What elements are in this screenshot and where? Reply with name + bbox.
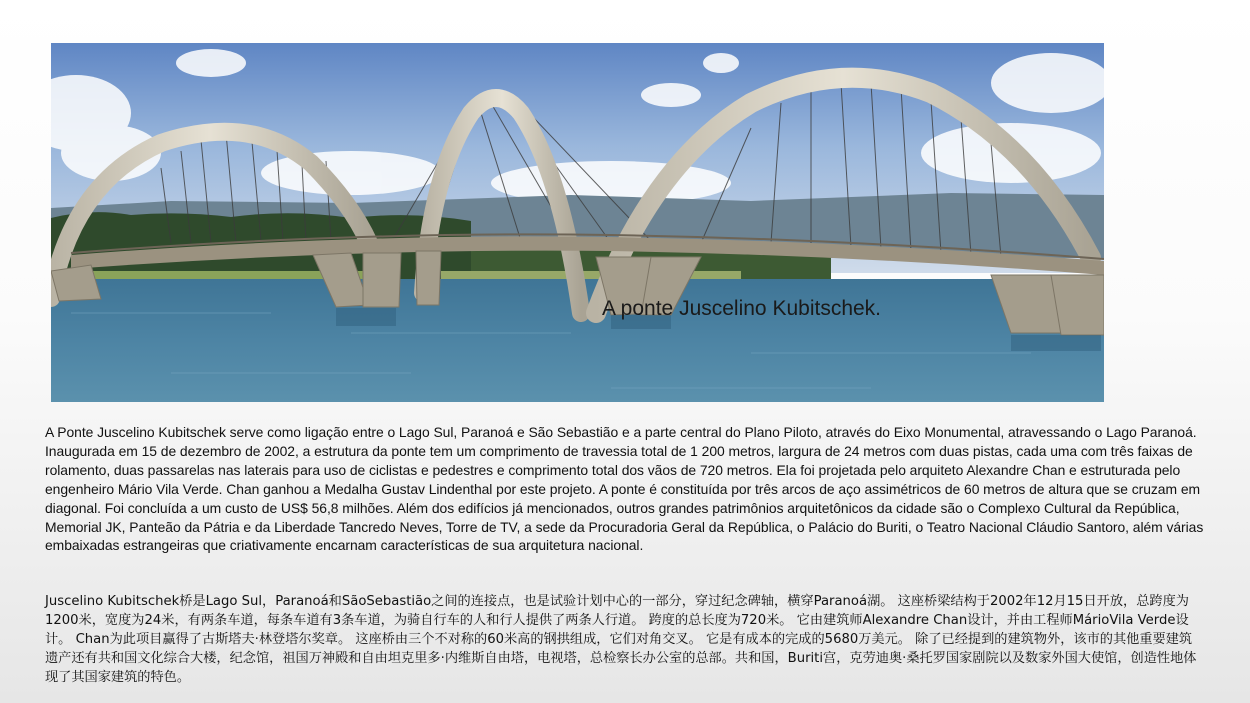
photo-caption: A ponte Juscelino Kubitschek. [602, 297, 882, 320]
bridge-illustration [51, 43, 1104, 402]
description-paragraph-chinese: Juscelino Kubitschek桥是Lago Sul，Paranoá和SãoSebastião之间的连接点，也是试验计划中心的一部分，穿过纪念碑轴，横穿Paranoá湖。 这座桥梁结构于2002年12月15日开放，总跨度为1200米，宽度为24米，有两条车道，每条车道有3条车道，为骑自行车的人和行人提供了两条人行道。 跨度的总长度为720米。 它由建筑师Alexandre Chan设计，并由工程师MárioVila Verde设计。 Chan为此项目赢得了古斯塔夫·林登塔尔奖章。 这座桥由三个不对称的60米高的钢拱组成，它们对角交叉。 它是有成本的完成的5680万美元。 除了已经提到的建筑物外，该市的其他重要建筑遗产还有共和国文化综合大楼，纪念馆，祖国万神殿和自由坦克里多·内维斯自由塔，电视塔，总检察长办公室的总部。共和国，Buriti宫，克劳迪奥·桑托罗国家剧院以及数家外国大使馆，创造性地体现了其国家建筑的特色。 [45, 594, 1197, 685]
description-paragraph-portuguese: A Ponte Juscelino Kubitschek serve como ligação entre o Lago Sul, Paranoá e São Sebastião e a parte central do Plano Piloto, através do Eixo Monumental, atravessando o Lago Paranoá. Inaugurada em 15 de dezembro de 2002, a estrutura da ponte tem um comprimento de travessia total de 1 200 metros, largura de 24 metros com duas pistas, cada uma com três faixas de rolamento, duas passarelas nas laterais para uso de ciclistas e pedestres e comprimento total dos vãos de 720 metros. Ela foi projetada pelo arquiteto Alexandre Chan e estruturada pelo engenheiro Mário Vila Verde. Chan ganhou a Medalha Gustav Lindenthal por este projeto. A ponte é constituída por três arcos de aço assimétricos de 60 metros de altura que se cruzam em diagonal. Foi concluída a um custo de US$ 56,8 milhões. Além dos edifícios já mencionados, outros grandes patrimônios arquitetônicos da cidade são o Complexo Cultural da República, Memorial JK, Panteão da Pátria e da Liberdade Tancredo Neves, Torre de TV, a sede da Procuradoria Geral da República, o Palácio do Buriti, o Teatro Nacional Cláudio Santoro, além várias embaixadas estrangeiras que criativamente encarnam características de sua arquitetura nacional. [45, 424, 1204, 554]
bridge-photo [51, 43, 1104, 402]
